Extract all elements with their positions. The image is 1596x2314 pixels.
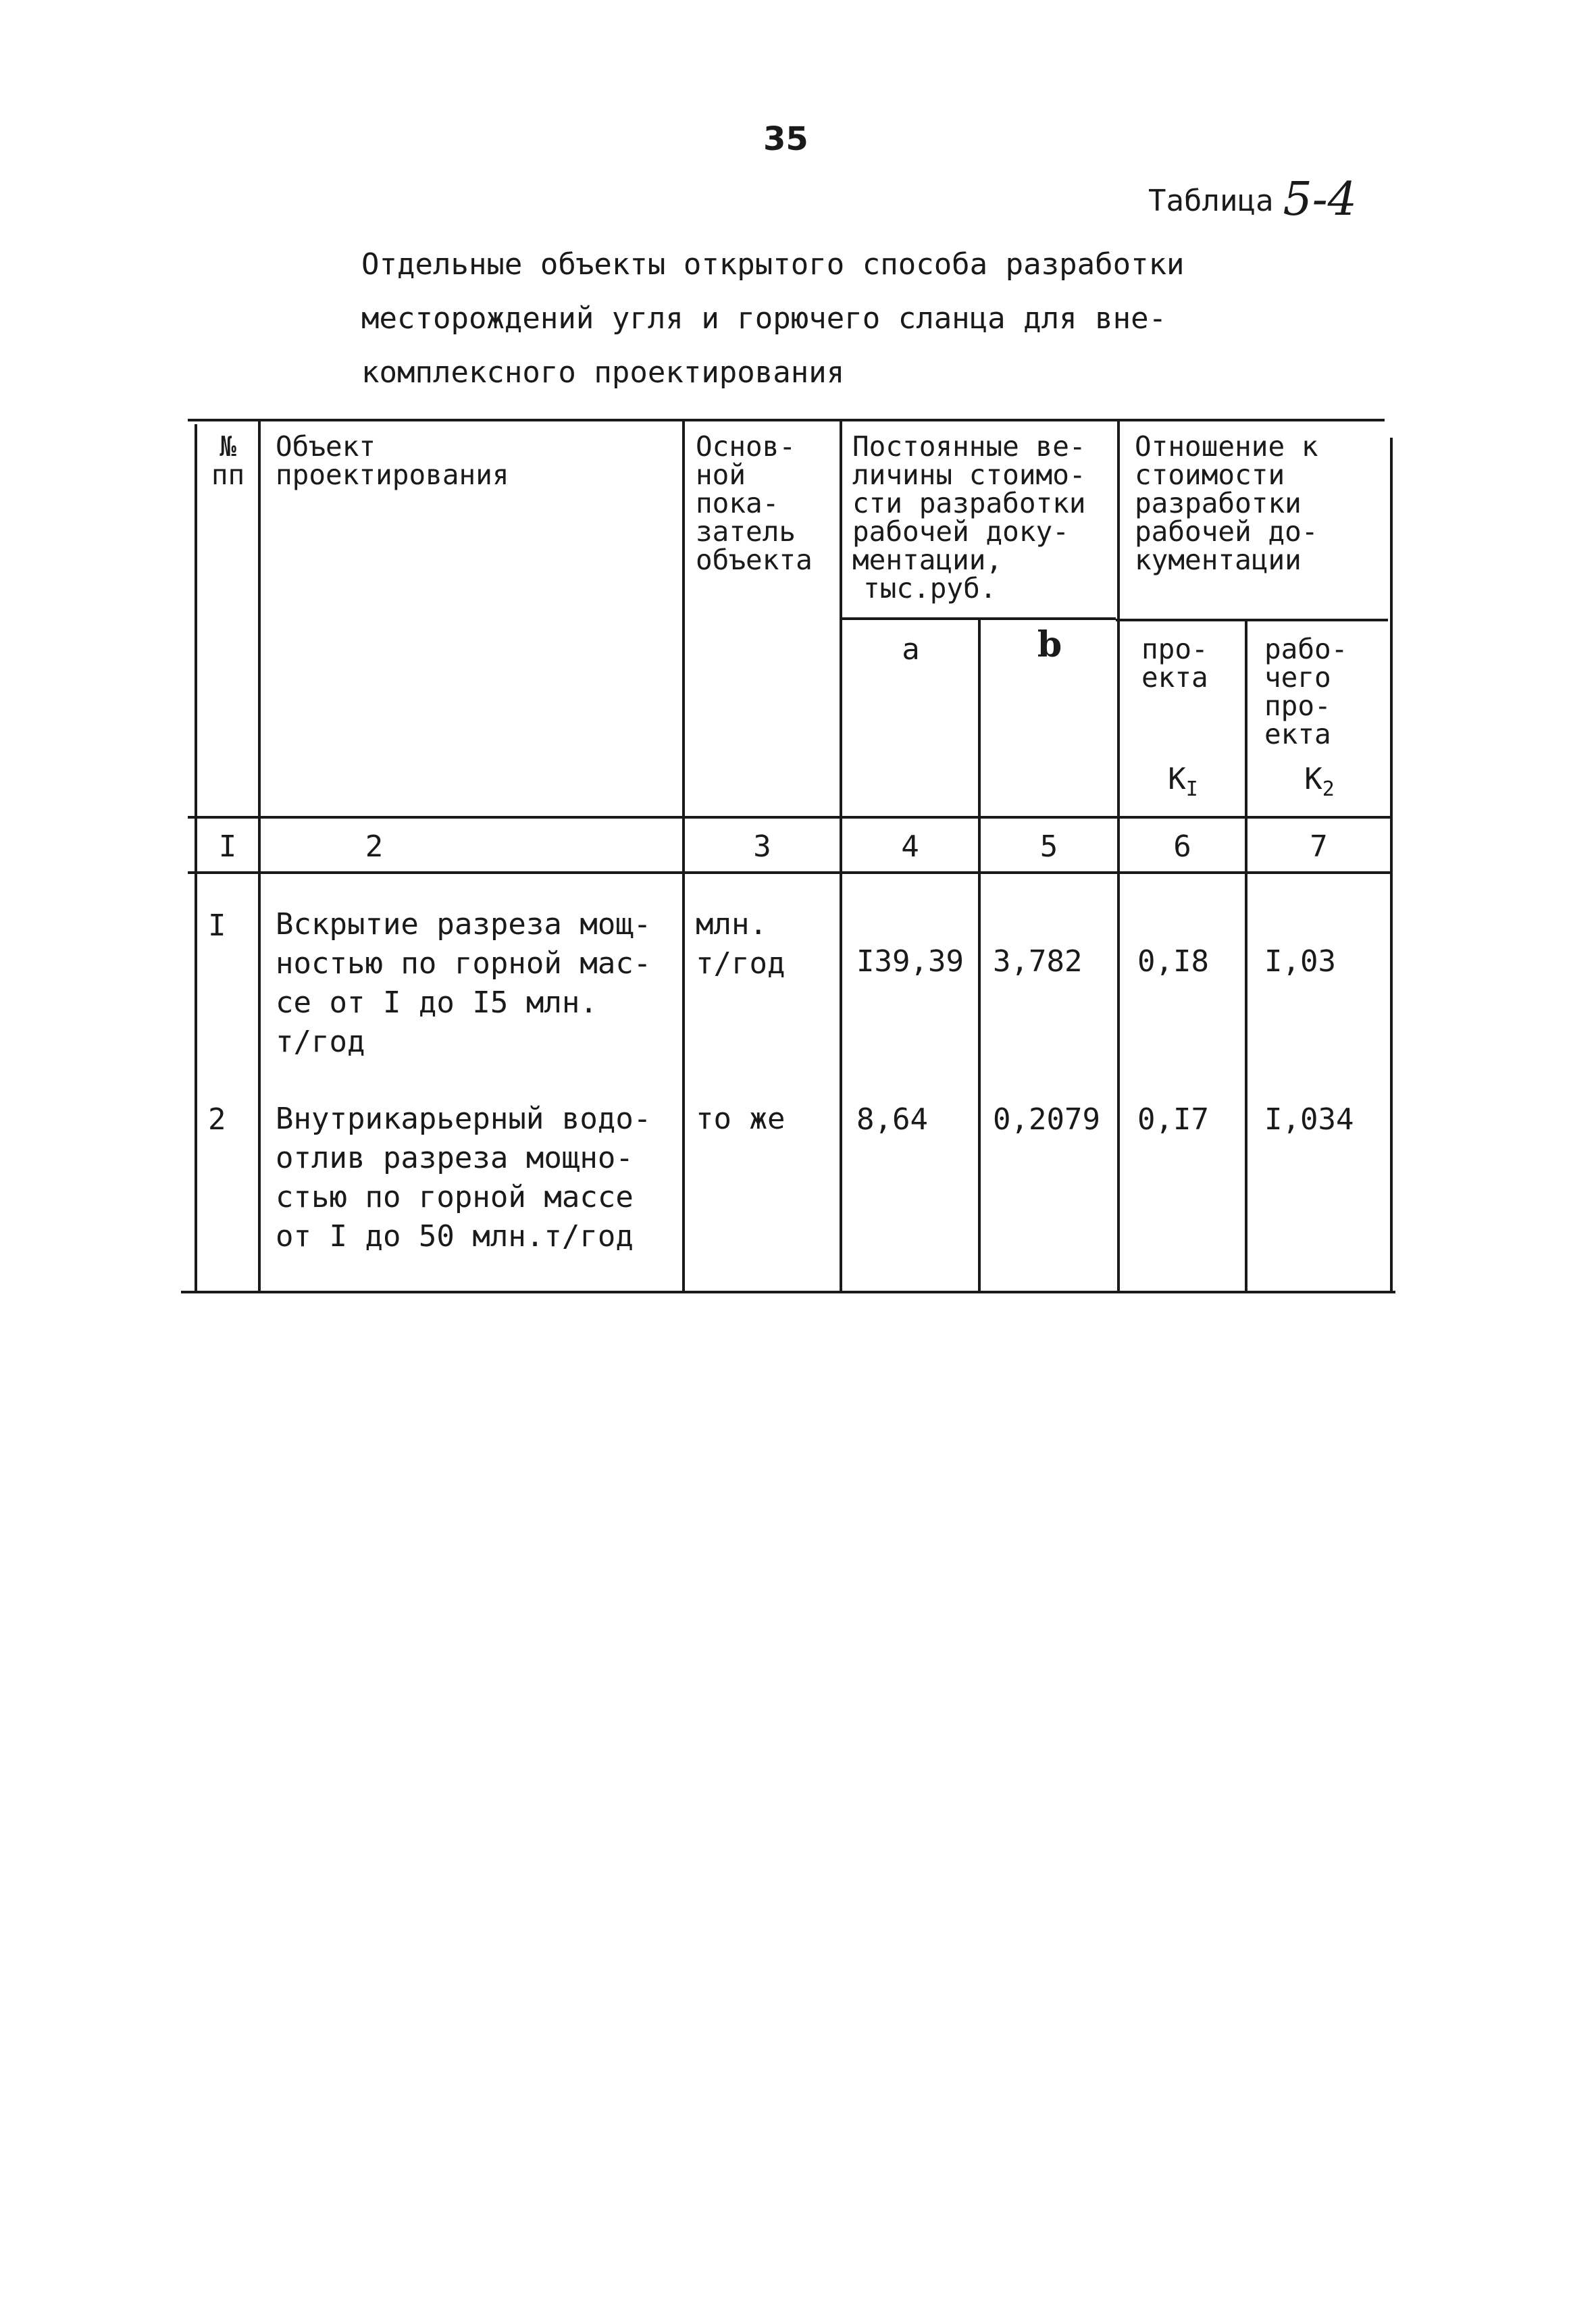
row-value-a: 8,64 (856, 1102, 928, 1137)
header-constants-line: Постоянные ве- (852, 430, 1086, 463)
row-value-a: I39,39 (856, 944, 964, 979)
column-number: 3 (753, 829, 771, 864)
column-number: 7 (1310, 829, 1328, 864)
header-b: b (1037, 624, 1062, 665)
page-number: 35 (763, 120, 808, 158)
header-indicator (696, 432, 813, 574)
column-number: I (218, 829, 237, 864)
header-ratio-line: стоимости (1135, 459, 1285, 491)
header-ratio-line: Отношение к (1135, 430, 1318, 463)
row-value-k1: 0,I7 (1137, 1102, 1209, 1137)
header-indicator-line: пока- (696, 487, 779, 519)
row-object-line: т/год (276, 1025, 365, 1059)
header-ratio (1135, 432, 1318, 574)
header-indicator-line: объекта (696, 544, 813, 576)
header-working-project (1264, 635, 1347, 748)
header-k2 (1247, 762, 1391, 801)
header-num (199, 432, 257, 489)
row-indicator-line: т/год (696, 946, 786, 981)
header-k1 (1120, 762, 1246, 801)
header-indicator-line: затель (696, 515, 796, 548)
row-indicator (696, 905, 785, 983)
header-object (276, 432, 509, 489)
row-indicator (696, 1100, 785, 1139)
header-indicator-line: ной (696, 459, 746, 491)
row-number: 2 (208, 1102, 226, 1137)
row-indicator-line: то же (696, 1102, 786, 1136)
row-object-line: ностью по горной мас- (276, 946, 652, 981)
header-object-line: Объект (276, 430, 376, 463)
header-k1-base: К (1168, 762, 1186, 796)
header-project (1141, 635, 1208, 692)
row-object-line: Внутрикарьерный водо- (276, 1102, 652, 1136)
row-value-b: 3,782 (993, 944, 1083, 979)
row-object (276, 905, 651, 1062)
table-label-text: Таблица (1148, 184, 1274, 218)
header-constants (852, 430, 1086, 605)
row-object-line: стью по горной массе (276, 1180, 634, 1214)
header-project-line: екта (1141, 661, 1208, 694)
header-a: а (902, 632, 920, 667)
row-indicator-line: млн. (696, 907, 767, 942)
header-ratio-line: разработки (1135, 487, 1302, 519)
header-ratio-line: кументации (1135, 544, 1302, 576)
header-working-project-line: чего (1264, 661, 1331, 694)
row-value-k2: I,03 (1264, 944, 1336, 979)
header-constants-line: сти разработки (852, 487, 1086, 519)
header-k1-sub: I (1185, 777, 1198, 801)
row-value-k2: I,034 (1264, 1102, 1354, 1137)
row-object-line: от I до 50 млн.т/год (276, 1219, 634, 1254)
header-object-line: проектирования (276, 459, 509, 491)
header-working-project-line: про- (1264, 690, 1331, 722)
row-value-k1: 0,I8 (1137, 944, 1209, 979)
header-constants-line: личины стоимо- (852, 459, 1086, 491)
title-line: Отдельные объекты открытого способа разработки (361, 247, 1185, 282)
header-num-line: № (220, 430, 236, 463)
header-indicator-line: Основ- (696, 430, 796, 463)
column-number: 6 (1173, 829, 1191, 864)
column-number: 4 (901, 829, 919, 864)
title-line: месторождений угля и горючего сланца для вне- (361, 301, 1167, 336)
row-number: I (208, 908, 226, 943)
title-line: комплексного проектирования (361, 355, 845, 390)
header-constants-line: ментации, (852, 544, 1003, 576)
header-ratio-line: рабочей до- (1135, 515, 1318, 548)
header-k2-sub: 2 (1322, 777, 1335, 801)
header-project-line: про- (1141, 633, 1208, 665)
row-value-b: 0,2079 (993, 1102, 1100, 1137)
header-working-project-line: рабо- (1264, 633, 1348, 665)
table-number-handwritten: 5-4 (1283, 173, 1357, 226)
column-number: 2 (365, 829, 384, 864)
header-k2-base: К (1304, 762, 1322, 796)
row-object-line: се от I до I5 млн. (276, 985, 598, 1020)
row-object-line: Вскрытие разреза мощ- (276, 907, 652, 942)
row-object-line: отлив разреза мощно- (276, 1141, 634, 1175)
header-constants-line: тыс.руб. (863, 572, 997, 605)
header-constants-line: рабочей доку- (852, 515, 1069, 548)
header-num-line: пп (211, 459, 245, 491)
row-object (276, 1100, 651, 1256)
column-number: 5 (1039, 829, 1058, 864)
header-working-project-line: екта (1264, 718, 1331, 750)
